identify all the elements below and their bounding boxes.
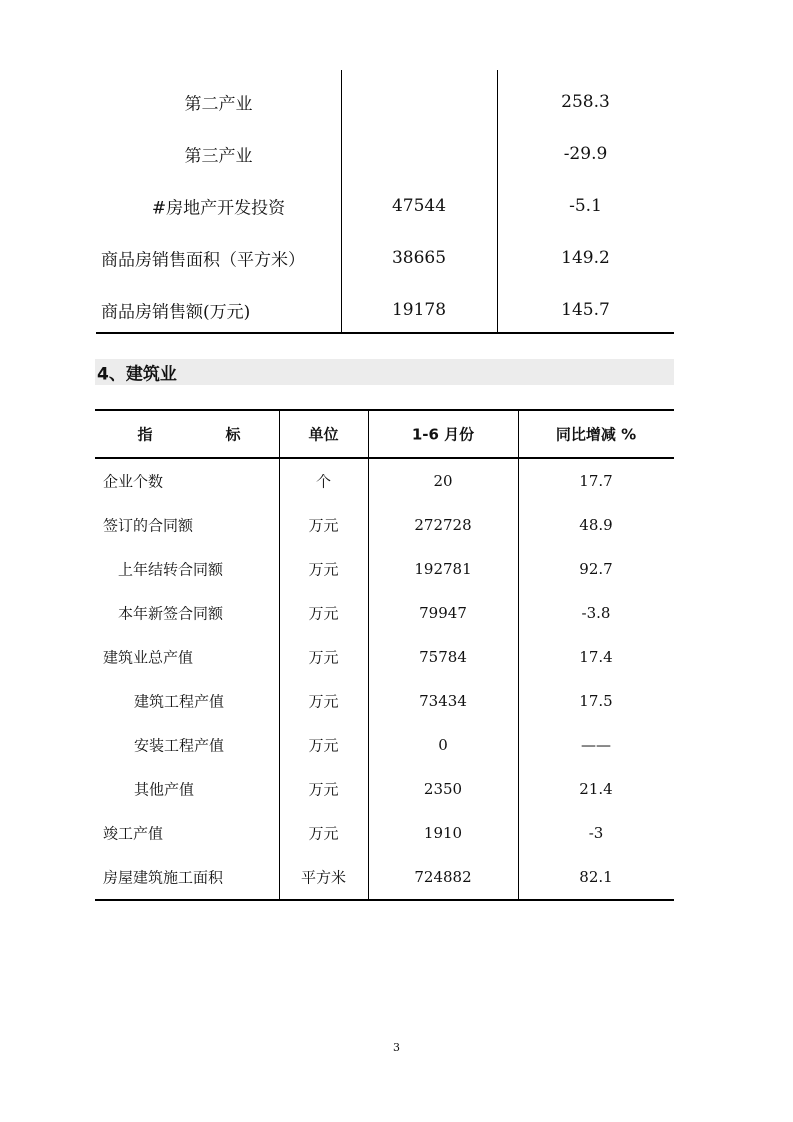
row-value: 1910 xyxy=(423,824,463,842)
row-yoy: 21.4 xyxy=(579,780,613,798)
table-row xyxy=(95,503,674,547)
row-unit: 万元 xyxy=(308,736,339,755)
table-row xyxy=(95,679,674,723)
row-yoy: 82.1 xyxy=(579,868,613,886)
row-change: 149.2 xyxy=(561,248,610,268)
row-label: 签订的合同额 xyxy=(103,516,194,535)
table-row xyxy=(95,723,674,767)
row-value: 272728 xyxy=(414,516,472,534)
row-value: 19178 xyxy=(391,300,447,320)
row-change: -29.9 xyxy=(563,144,608,164)
row-yoy: 48.9 xyxy=(579,516,613,534)
table-row xyxy=(96,180,674,232)
row-yoy: 92.7 xyxy=(579,560,613,578)
row-unit: 万元 xyxy=(308,560,339,579)
row-change: -5.1 xyxy=(569,196,602,216)
row-unit: 万元 xyxy=(308,780,339,799)
row-unit: 万元 xyxy=(308,648,339,667)
row-value: 2350 xyxy=(423,780,463,798)
table-header xyxy=(95,411,674,459)
row-label: 商品房销售额(万元) xyxy=(101,302,251,323)
row-label: 上年结转合同额 xyxy=(118,560,224,579)
row-value: 73434 xyxy=(419,692,467,710)
row-value: 79947 xyxy=(419,604,467,622)
row-label: 第三产业 xyxy=(184,146,253,167)
table-row xyxy=(96,128,674,180)
row-label: 其他产值 xyxy=(134,780,195,799)
row-yoy: 17.5 xyxy=(579,692,613,710)
row-label: 商品房销售面积（平方米） xyxy=(101,250,305,271)
table-row xyxy=(95,767,674,811)
construction-table xyxy=(95,409,674,901)
table-row xyxy=(95,811,674,855)
table-row xyxy=(96,284,674,336)
row-yoy: 17.4 xyxy=(579,648,613,666)
table-row xyxy=(96,76,674,128)
row-value: 0 xyxy=(438,736,448,754)
row-unit: 平方米 xyxy=(300,868,346,887)
row-value: 192781 xyxy=(414,560,472,578)
header-unit: 单位 xyxy=(308,425,339,444)
header-yoy: 同比增减 % xyxy=(555,425,637,444)
table-row xyxy=(95,547,674,591)
section-title: 4、建筑业 xyxy=(97,364,177,385)
table-row xyxy=(95,635,674,679)
investment-table-continued xyxy=(96,70,674,334)
row-change: 258.3 xyxy=(561,92,610,112)
row-unit: 万元 xyxy=(308,692,339,711)
row-label: 企业个数 xyxy=(103,472,164,491)
table-row xyxy=(95,855,674,899)
row-label: 本年新签合同额 xyxy=(118,604,224,623)
section-heading xyxy=(95,359,674,385)
row-label: #房地产开发投资 xyxy=(151,198,286,219)
table-row xyxy=(96,232,674,284)
row-label: 竣工产值 xyxy=(103,824,164,843)
row-value: 75784 xyxy=(419,648,467,666)
row-unit: 万元 xyxy=(308,516,339,535)
row-value: 20 xyxy=(433,472,453,490)
row-unit: 个 xyxy=(315,472,331,491)
header-period: 1-6 月份 xyxy=(411,425,475,444)
table-row xyxy=(95,459,674,503)
header-indicator-a: 指 xyxy=(137,425,153,444)
row-label: 第二产业 xyxy=(184,94,253,115)
row-yoy: -3 xyxy=(588,824,604,842)
row-label: 建筑业总产值 xyxy=(103,648,194,667)
row-value: 47544 xyxy=(391,196,447,216)
page-number: 3 xyxy=(393,1041,400,1054)
row-value: 724882 xyxy=(414,868,472,886)
row-yoy: -3.8 xyxy=(581,604,611,622)
row-change: 145.7 xyxy=(561,300,610,320)
row-label: 房屋建筑施工面积 xyxy=(103,868,224,887)
row-label: 建筑工程产值 xyxy=(134,692,225,711)
row-yoy: 17.7 xyxy=(579,472,613,490)
row-label: 安装工程产值 xyxy=(134,736,225,755)
row-unit: 万元 xyxy=(308,824,339,843)
row-unit: 万元 xyxy=(308,604,339,623)
header-indicator-b: 标 xyxy=(225,425,241,444)
table-row xyxy=(95,591,674,635)
row-value: 38665 xyxy=(391,248,447,268)
row-yoy: —— xyxy=(581,736,611,754)
